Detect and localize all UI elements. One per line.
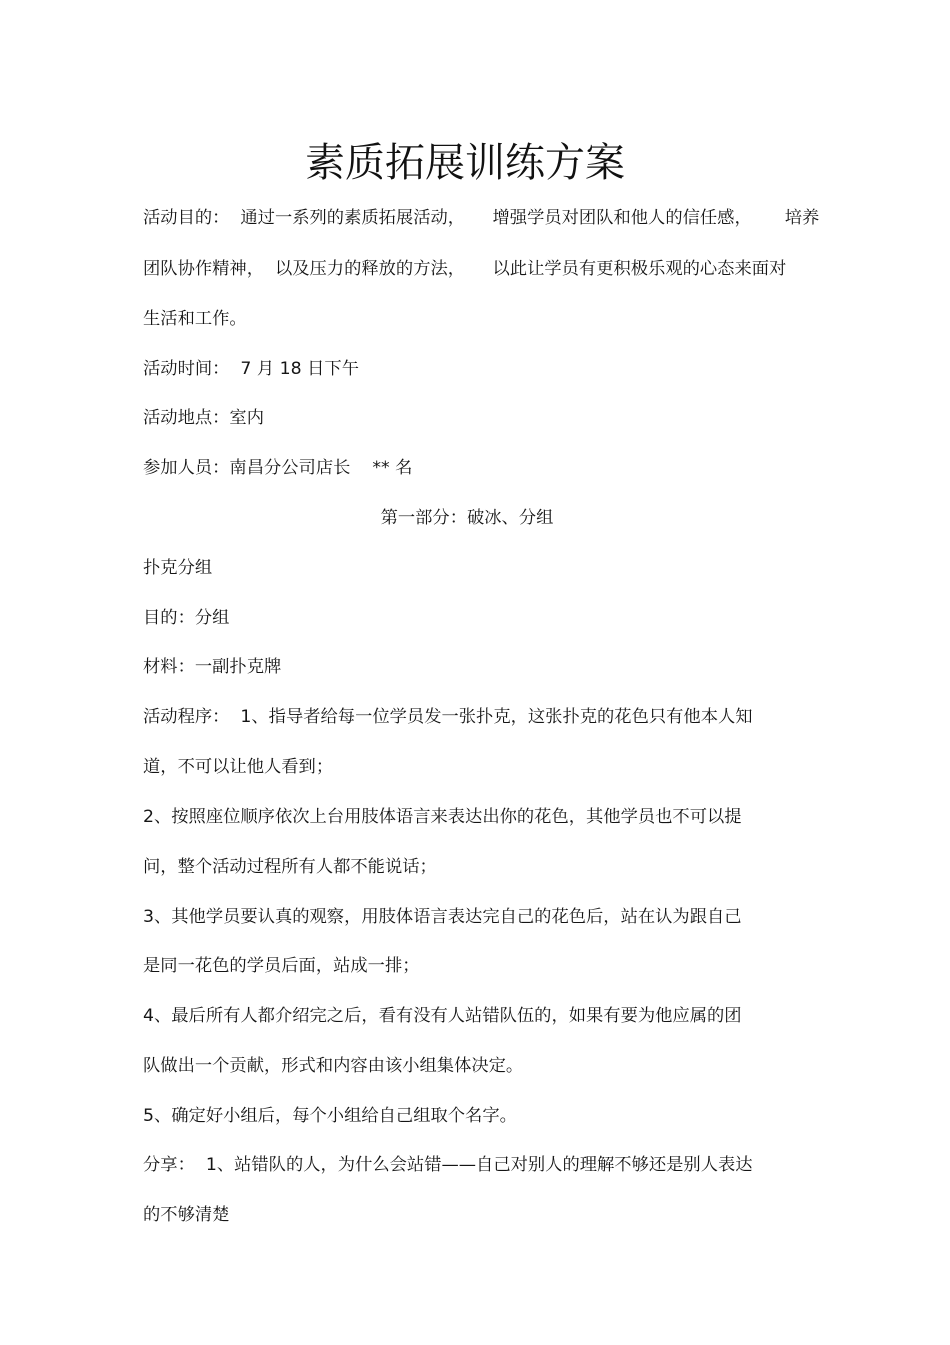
paragraph-line: 生活和工作。 — [143, 309, 247, 329]
paragraph-line: 目的：分组 — [143, 608, 230, 628]
section-heading: 第一部分：破冰、分组 — [380, 508, 554, 528]
paragraph-line: 活动时间： 7 月 18 日下午 — [143, 359, 359, 379]
paragraph-line: 4、最后所有人都介绍完之后，看有没有人站错队伍的，如果有要为他应属的团 — [143, 1006, 742, 1026]
paragraph-line: 3、其他学员要认真的观察，用肢体语言表达完自己的花色后，站在认为跟自己 — [143, 907, 742, 927]
paragraph-line: 活动目的： 通过一系列的素质拓展活动， 增强学员对团队和他人的信任感， 培养 — [143, 208, 820, 228]
paragraph-line: 活动地点：室内 — [143, 408, 264, 428]
document-title: 素质拓展训练方案 — [305, 140, 625, 186]
paragraph-line: 是同一花色的学员后面，站成一排； — [143, 956, 420, 976]
paragraph-line: 5、确定好小组后，每个小组给自己组取个名字。 — [143, 1106, 517, 1126]
paragraph-line: 队做出一个贡献，形式和内容由该小组集体决定。 — [143, 1056, 524, 1076]
paragraph-line: 材料：一副扑克牌 — [143, 657, 282, 677]
paragraph-line: 的不够清楚 — [143, 1205, 230, 1225]
paragraph-line: 活动程序： 1、指导者给每一位学员发一张扑克，这张扑克的花色只有他本人知 — [143, 707, 753, 727]
paragraph-line: 参加人员：南昌分公司店长 ** 名 — [143, 458, 413, 478]
paragraph-line: 道，不可以让他人看到； — [143, 757, 334, 777]
paragraph-line: 2、按照座位顺序依次上台用肢体语言来表达出你的花色，其他学员也不可以提 — [143, 807, 742, 827]
paragraph-line: 扑克分组 — [143, 558, 213, 578]
paragraph-line: 问，整个活动过程所有人都不能说话； — [143, 857, 437, 877]
paragraph-line: 团队协作精神， 以及压力的释放的方法， 以此让学员有更积极乐观的心态来面对 — [143, 259, 787, 279]
paragraph-line: 分享： 1、站错队的人，为什么会站错——自己对别人的理解不够还是别人表达 — [143, 1155, 753, 1175]
